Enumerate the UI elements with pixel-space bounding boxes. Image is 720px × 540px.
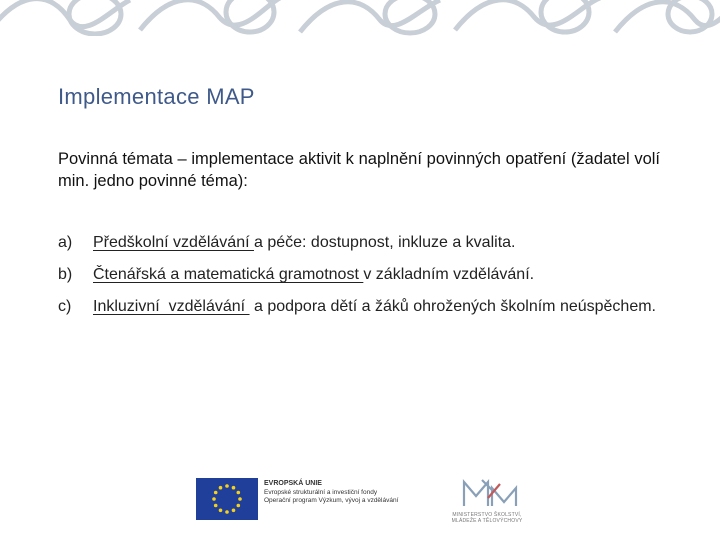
decorative-band-pattern xyxy=(0,0,720,36)
list-marker: c) xyxy=(58,298,72,315)
eu-line: Evropské strukturální a investiční fondy xyxy=(264,488,378,496)
slide-title: Implementace MAP xyxy=(58,84,255,109)
list-item-text xyxy=(93,264,660,286)
underlined-topic: Čtenářská a matematická gramotnost xyxy=(93,266,364,283)
footer-logos xyxy=(196,476,536,522)
list-marker: b) xyxy=(58,266,73,283)
list-marker: a) xyxy=(58,234,73,251)
decorative-top-band xyxy=(0,0,720,36)
underlined-topic: Předškolní vzdělávání xyxy=(93,234,254,251)
topic-rest: a podpora dětí a žáků ohrožených školním neúspěchem. xyxy=(249,298,656,315)
msmt-logo-icon xyxy=(442,476,532,522)
underlined-topic: Inkluzivní vzdělávání xyxy=(93,298,250,315)
intro-paragraph: Povinná témata – implementace aktivit k naplnění povinných opatření (žadatel volí min. jedno povinné téma): xyxy=(58,150,660,190)
eu-line: Operační program Výzkum, vývoj a vzdělávání xyxy=(264,497,399,504)
eu-flag-icon xyxy=(196,478,258,520)
list-item-text xyxy=(93,232,660,254)
topic-rest: v základním vzdělávání. xyxy=(363,266,535,283)
eu-text-block xyxy=(264,480,439,506)
eu-stars xyxy=(196,478,258,520)
eu-heading: EVROPSKÁ UNIE xyxy=(264,480,322,487)
msmt-mark xyxy=(442,476,532,510)
topic-rest: a péče: dostupnost, inkluze a kvalita. xyxy=(253,234,516,251)
msmt-label: MINISTERSTVO ŠKOLSTVÍ, MLÁDEŽE A TĚLOVÝCHOVY xyxy=(451,512,523,524)
list-item-text xyxy=(93,296,660,318)
